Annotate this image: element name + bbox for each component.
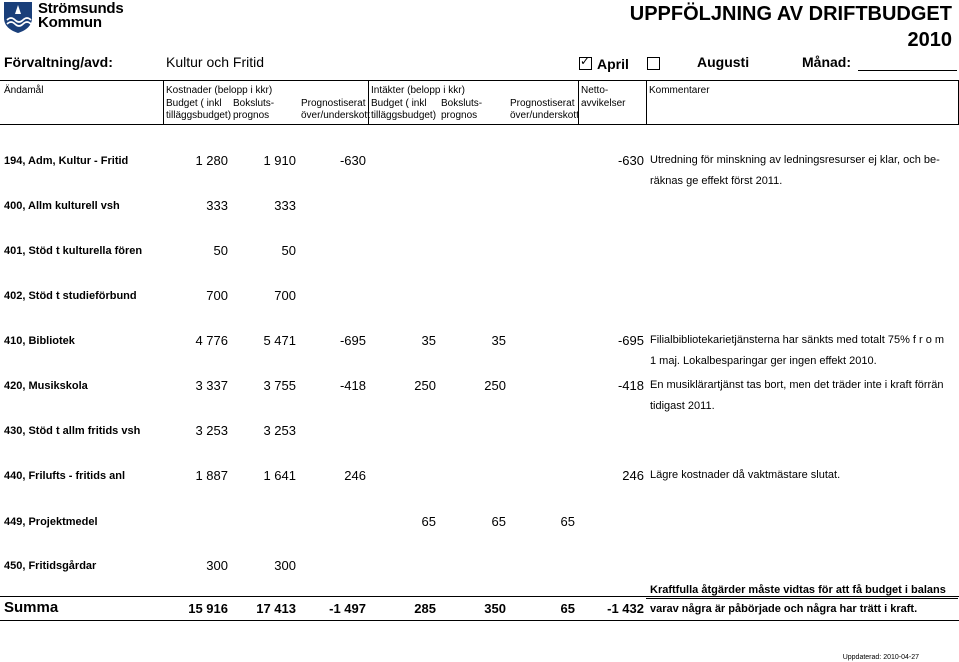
row-cell-ko: 246 — [344, 468, 366, 483]
row-cell-kp: 1 641 — [263, 468, 296, 483]
col-i-boksluts-1: Boksluts- — [441, 98, 483, 109]
col-kommentarer: Kommentarer — [649, 85, 710, 96]
summa-comment-1: Kraftfulla åtgärder måste vidtas för att få budget i balans — [650, 584, 946, 596]
logo-line2: Kommun — [38, 14, 102, 31]
logo-line1: Strömsunds — [38, 0, 124, 17]
row-cell-kp: 50 — [281, 243, 296, 258]
period-augusti-label: Augusti — [697, 54, 750, 70]
forvaltning-label: Förvaltning/avd: — [4, 54, 113, 70]
row-cell-kp: 333 — [274, 198, 296, 213]
page-title: UPPFÖLJNING AV DRIFTBUDGET — [629, 3, 952, 25]
row-comment-1: Filialbibliotekarietjänsterna har sänkts med totalt 75% f r o m — [650, 334, 945, 346]
row-cell-kb: 1 280 — [195, 153, 228, 168]
row-cell-kb: 3 337 — [195, 378, 228, 393]
row-comment-2: 1 maj. Lokalbesparingar ger ingen effekt 2010. — [650, 355, 877, 367]
forvaltning-value: Kultur och Fritid — [166, 54, 265, 70]
row-cell-ip: 250 — [484, 378, 506, 393]
row-name: 440, Frilufts - fritids anl — [4, 470, 126, 482]
col-k-prog-1: Prognostiserat — [301, 98, 366, 109]
row-comment-1: Lägre kostnader då vaktmästare slutat. — [650, 469, 841, 481]
summa-i-over: 65 — [560, 601, 575, 616]
summa-k-budget: 15 916 — [188, 601, 228, 616]
row-cell-kb: 700 — [206, 288, 228, 303]
period-april-checkbox[interactable] — [579, 57, 592, 70]
col-divider — [646, 80, 647, 124]
row-cell-kb: 300 — [206, 558, 228, 573]
row-cell-kp: 1 910 — [263, 153, 296, 168]
row-cell-kp: 3 755 — [263, 378, 296, 393]
manad-label: Månad: — [802, 54, 851, 70]
report-year: 2010 — [907, 29, 952, 51]
row-cell-kp: 3 253 — [263, 423, 296, 438]
period-april-label: April — [597, 56, 629, 72]
header-bottom-rule — [0, 124, 959, 125]
col-intakter: Intäkter (belopp i kkr) — [371, 85, 465, 96]
row-comment-2: tidigast 2011. — [650, 400, 715, 412]
summa-bottom-rule — [0, 620, 959, 621]
col-i-prog-2: över/underskott — [510, 110, 579, 121]
municipality-logo — [2, 0, 132, 34]
col-i-budget-1: Budget ( inkl — [371, 98, 427, 109]
row-cell-kb: 1 887 — [195, 468, 228, 483]
summa-i-budget: 285 — [414, 601, 436, 616]
row-name: 420, Musikskola — [4, 380, 88, 392]
row-name: 194, Adm, Kultur - Fritid — [4, 155, 129, 167]
summa-netto: -1 432 — [607, 601, 644, 616]
summa-label: Summa — [4, 599, 59, 616]
summa-comment-2: varav några är påbörjade och några har trätt i kraft. — [650, 603, 918, 615]
row-name: 450, Fritidsgårdar — [4, 560, 97, 572]
col-divider — [163, 80, 164, 124]
col-netto-1: Netto- — [581, 85, 609, 96]
manad-input-line — [858, 70, 957, 71]
summa-k-over: -1 497 — [329, 601, 366, 616]
row-cell-ib: 250 — [414, 378, 436, 393]
row-cell-kp: 300 — [274, 558, 296, 573]
row-cell-kp: 700 — [274, 288, 296, 303]
row-cell-ip: 65 — [491, 514, 506, 529]
row-cell-ip: 35 — [491, 333, 506, 348]
row-name: 402, Stöd t studieförbund — [4, 290, 137, 302]
col-kostnader: Kostnader (belopp i kkr) — [166, 85, 273, 96]
summa-k-prognos: 17 413 — [256, 601, 296, 616]
header-top-rule — [0, 80, 959, 81]
row-name: 400, Allm kulturell vsh — [4, 200, 120, 212]
row-cell-kp: 5 471 — [263, 333, 296, 348]
row-cell-ko: -695 — [339, 333, 366, 348]
municipal-crest-icon — [2, 0, 34, 34]
row-cell-io: 65 — [560, 514, 575, 529]
row-cell-net: -695 — [617, 333, 644, 348]
col-i-boksluts-2: prognos — [441, 110, 478, 121]
summa-i-prognos: 350 — [484, 601, 506, 616]
summa-top-rule — [0, 596, 959, 597]
row-cell-net: 246 — [622, 468, 644, 483]
col-k-prog-2: över/underskott — [301, 110, 370, 121]
row-cell-net: -418 — [617, 378, 644, 393]
col-k-boksluts-2: prognos — [233, 110, 270, 121]
updated-date: Uppdaterad: 2010-04-27 — [842, 654, 919, 661]
row-cell-ib: 65 — [421, 514, 436, 529]
summa-comment-rule — [646, 598, 958, 599]
row-comment-1: Utredning för minskning av ledningsresurser ej klar, och be- — [650, 154, 940, 166]
row-name: 449, Projektmedel — [4, 516, 98, 528]
row-comment-1: En musiklärartjänst tas bort, men det träder inte i kraft förrän — [650, 379, 944, 391]
row-cell-kb: 3 253 — [195, 423, 228, 438]
col-i-prog-1: Prognostiserat — [510, 98, 575, 109]
col-i-budget-2: tilläggsbudget) — [371, 110, 437, 121]
row-name: 401, Stöd t kulturella fören — [4, 245, 143, 257]
row-cell-ko: -418 — [339, 378, 366, 393]
row-name: 410, Bibliotek — [4, 335, 75, 347]
col-k-budget-2: tilläggsbudget) — [166, 110, 232, 121]
row-cell-net: -630 — [617, 153, 644, 168]
col-andamal: Ändamål — [4, 85, 44, 96]
row-comment-2: räknas ge effekt först 2011. — [650, 175, 783, 187]
col-netto-2: avvikelser — [581, 98, 626, 109]
row-cell-ko: -630 — [339, 153, 366, 168]
col-k-budget-1: Budget ( inkl — [166, 98, 222, 109]
period-augusti-checkbox[interactable] — [647, 57, 660, 70]
row-name: 430, Stöd t allm fritids vsh — [4, 425, 141, 437]
col-k-boksluts-1: Boksluts- — [233, 98, 275, 109]
row-cell-kb: 333 — [206, 198, 228, 213]
row-cell-ib: 35 — [421, 333, 436, 348]
row-cell-kb: 50 — [213, 243, 228, 258]
row-cell-kb: 4 776 — [195, 333, 228, 348]
